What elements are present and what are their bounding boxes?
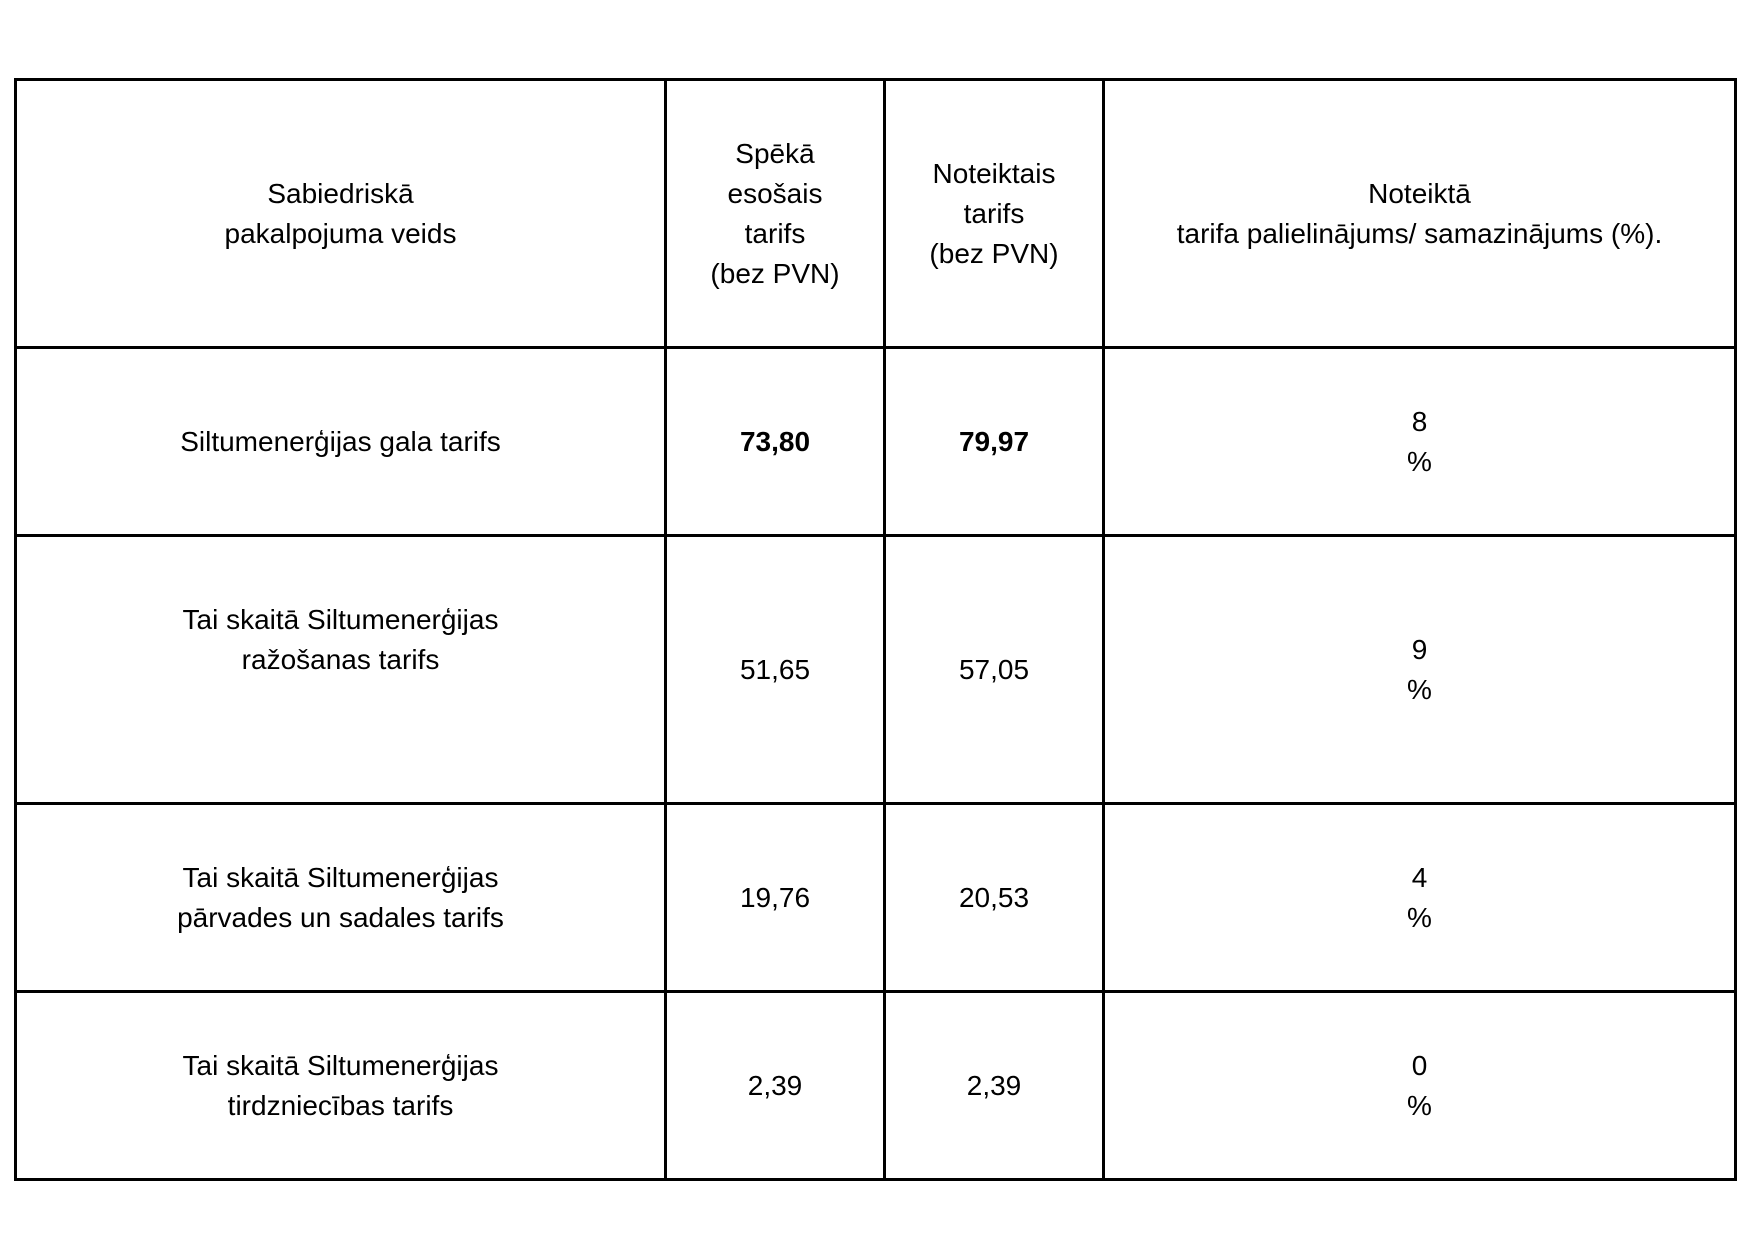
row-current-tariff bbox=[666, 992, 885, 1180]
tariff-table bbox=[14, 78, 1737, 1181]
row-label bbox=[16, 992, 666, 1180]
header-current-tariff bbox=[666, 80, 885, 348]
header-set-tariff bbox=[885, 80, 1104, 348]
row-set-tariff-text: 57,05 bbox=[958, 653, 1030, 685]
table-row bbox=[16, 804, 1736, 992]
row-set-tariff bbox=[885, 348, 1104, 536]
row-label-text: Tai skaitā Siltumenerģijas tirdzniecības tarifs bbox=[182, 1049, 499, 1121]
row-change bbox=[1104, 804, 1736, 992]
row-current-tariff-text: 2,39 bbox=[747, 1069, 803, 1101]
header-change-text: Noteiktā tarifa palielinājums/ samazinājums (%). bbox=[1176, 177, 1663, 249]
row-change-text: 4 % bbox=[1407, 861, 1432, 933]
row-change-text: 8 % bbox=[1407, 405, 1432, 477]
header-change bbox=[1104, 80, 1736, 348]
row-change-text: 0 % bbox=[1407, 1049, 1432, 1121]
row-label bbox=[16, 804, 666, 992]
row-change bbox=[1104, 992, 1736, 1180]
row-current-tariff-text: 73,80 bbox=[739, 425, 811, 457]
header-set-tariff-text: Noteiktais tarifs (bez PVN) bbox=[929, 157, 1059, 269]
row-set-tariff-text: 79,97 bbox=[958, 425, 1030, 457]
table-row bbox=[16, 992, 1736, 1180]
table-header-row bbox=[16, 80, 1736, 348]
header-service-type bbox=[16, 80, 666, 348]
table-row bbox=[16, 348, 1736, 536]
row-set-tariff-text: 20,53 bbox=[958, 881, 1030, 913]
row-set-tariff bbox=[885, 804, 1104, 992]
table-row bbox=[16, 536, 1736, 804]
row-label-text: Tai skaitā Siltumenerģijas pārvades un sadales tarifs bbox=[177, 861, 504, 933]
row-current-tariff bbox=[666, 348, 885, 536]
header-current-tariff-text: Spēkā esošais tarifs (bez PVN) bbox=[710, 137, 840, 289]
row-change bbox=[1104, 348, 1736, 536]
row-change bbox=[1104, 536, 1736, 804]
row-current-tariff bbox=[666, 536, 885, 804]
row-label bbox=[16, 536, 666, 804]
row-set-tariff bbox=[885, 992, 1104, 1180]
row-current-tariff bbox=[666, 804, 885, 992]
row-label-text: Tai skaitā Siltumenerģijas ražošanas tarifs bbox=[182, 603, 499, 675]
row-label-text: Siltumenerģijas gala tarifs bbox=[180, 425, 501, 457]
row-set-tariff-text: 2,39 bbox=[966, 1069, 1022, 1101]
row-current-tariff-text: 19,76 bbox=[739, 881, 811, 913]
row-change-text: 9 % bbox=[1407, 633, 1432, 705]
row-label bbox=[16, 348, 666, 536]
header-service-type-text: Sabiedriskā pakalpojuma veids bbox=[224, 177, 457, 249]
row-current-tariff-text: 51,65 bbox=[739, 653, 811, 685]
row-set-tariff bbox=[885, 536, 1104, 804]
